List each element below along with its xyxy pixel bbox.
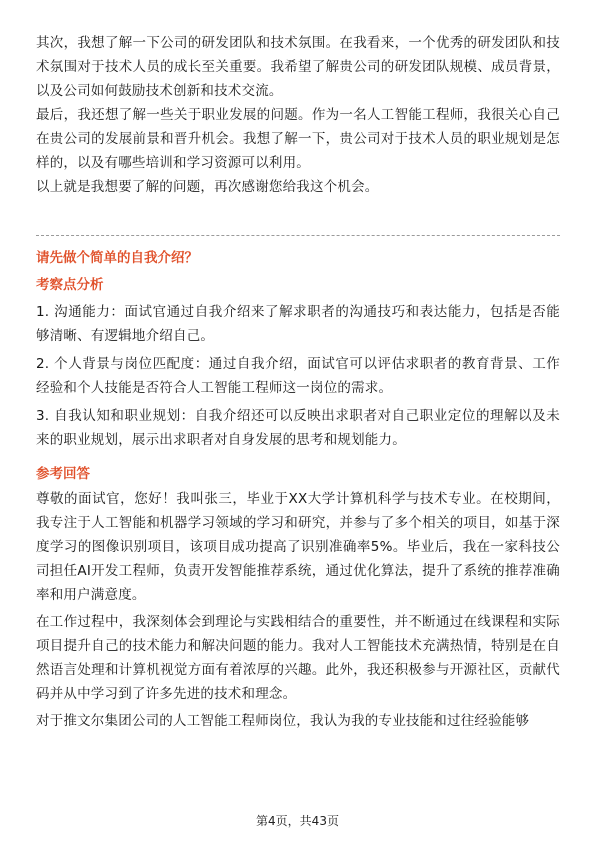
answer-paragraph-2: 在工作过程中，我深刻体会到理论与实践相结合的重要性，并不断通过在线课程和实际项目提升自己的技术能力和解决问题的能力。我对人工智能技术充满热情，特别是在自然语言处理和计算机视觉方面有着浓厚的兴趣。此外，我还积极参与开源社区，贡献代码并从中学习到了许多先进的技术和理念。 bbox=[36, 614, 560, 702]
analysis-point-3: 3. 自我认知和职业规划：自我介绍还可以反映出求职者对自己职业定位的理解以及未来的职业规划，展示出求职者对自身发展的思考和规划能力。 bbox=[36, 408, 560, 448]
analysis-point-1: 1. 沟通能力：面试官通过自我介绍来了解求职者的沟通技巧和表达能力，包括是否能够清晰、有逻辑地介绍自己。 bbox=[36, 304, 560, 344]
intro-paragraph-3: 以上就是我想要了解的问题，再次感谢您给我这个机会。 bbox=[36, 179, 379, 195]
answer-paragraph-1: 尊敬的面试官，您好！我叫张三，毕业于XX大学计算机科学与技术专业。在校期间，我专注于人工智能和机器学习领域的学习和研究，并参与了多个相关的项目，如基于深度学习的图像识别项目，该项目成功提高了识别准确率5%。毕业后，我在一家科技公司担任AI开发工程师，负责开发智能推荐系统，通过优化算法，提升了系统的推荐准确率和用户满意度。 bbox=[36, 491, 560, 603]
question-section bbox=[36, 246, 560, 733]
intro-paragraph-1: 其次，我想了解一下公司的研发团队和技术氛围。在我看来，一个优秀的研发团队和技术氛围对于技术人员的成长至关重要。我希望了解贵公司的研发团队规模、成员背景，以及公司如何鼓励技术创新和技术交流。 bbox=[36, 35, 560, 99]
page-number: 第4页，共43页 bbox=[256, 814, 339, 828]
intro-paragraph-2: 最后，我还想了解一些关于职业发展的问题。作为一名人工智能工程师，我很关心自己在贵公司的发展前景和晋升机会。我想了解一下，贵公司对于技术人员的职业规划是怎样的，以及有哪些培训和学习资源可以利用。 bbox=[36, 107, 560, 171]
intro-section bbox=[36, 31, 560, 199]
analysis-point-2: 2. 个人背景与岗位匹配度：通过自我介绍，面试官可以评估求职者的教育背景、工作经验和个人技能是否符合人工智能工程师这一岗位的需求。 bbox=[36, 356, 560, 396]
analysis-heading: 考察点分析 bbox=[36, 277, 104, 293]
answer-heading: 参考回答 bbox=[36, 466, 90, 482]
answer-paragraph-3: 对于推文尔集团公司的人工智能工程师岗位，我认为我的专业技能和过往经验能够 bbox=[36, 713, 530, 729]
question-title: 请先做个简单的自我介绍？ bbox=[36, 250, 198, 266]
section-divider bbox=[36, 235, 560, 236]
